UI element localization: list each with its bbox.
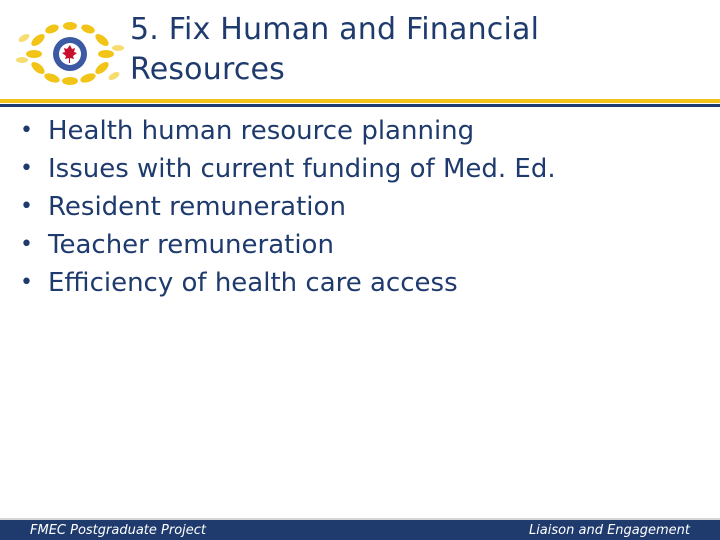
list-item <box>20 226 556 264</box>
bullet-dot-icon: • <box>20 156 33 181</box>
list-item <box>20 264 556 302</box>
bullet-text: Efficiency of health care access <box>48 268 458 298</box>
list-item <box>20 112 556 150</box>
bullet-dot-icon: • <box>20 194 33 219</box>
sun-maple-leaf-logo-icon <box>14 18 126 88</box>
list-item <box>20 188 556 226</box>
list-item <box>20 150 556 188</box>
bullet-list <box>20 112 556 302</box>
footer-bar <box>0 518 720 540</box>
title-divider-yellow <box>0 99 720 103</box>
bullet-text: Issues with current funding of Med. Ed. <box>48 154 556 184</box>
bullet-dot-icon: • <box>20 118 33 143</box>
footer-project-name: FMEC Postgraduate Project <box>30 523 207 538</box>
slide-title <box>130 10 690 90</box>
bullet-text: Teacher remuneration <box>48 230 334 260</box>
slide-title-line-1: 5. Fix Human and Financial <box>130 12 540 47</box>
bullet-text: Resident remuneration <box>48 192 346 222</box>
slide-title-line-2: Resources <box>130 52 286 87</box>
footer-section-name: Liaison and Engagement <box>528 523 690 538</box>
bullet-dot-icon: • <box>20 270 33 295</box>
title-divider-blue <box>0 104 720 107</box>
bullet-text: Health human resource planning <box>48 116 475 146</box>
bullet-dot-icon: • <box>20 232 33 257</box>
